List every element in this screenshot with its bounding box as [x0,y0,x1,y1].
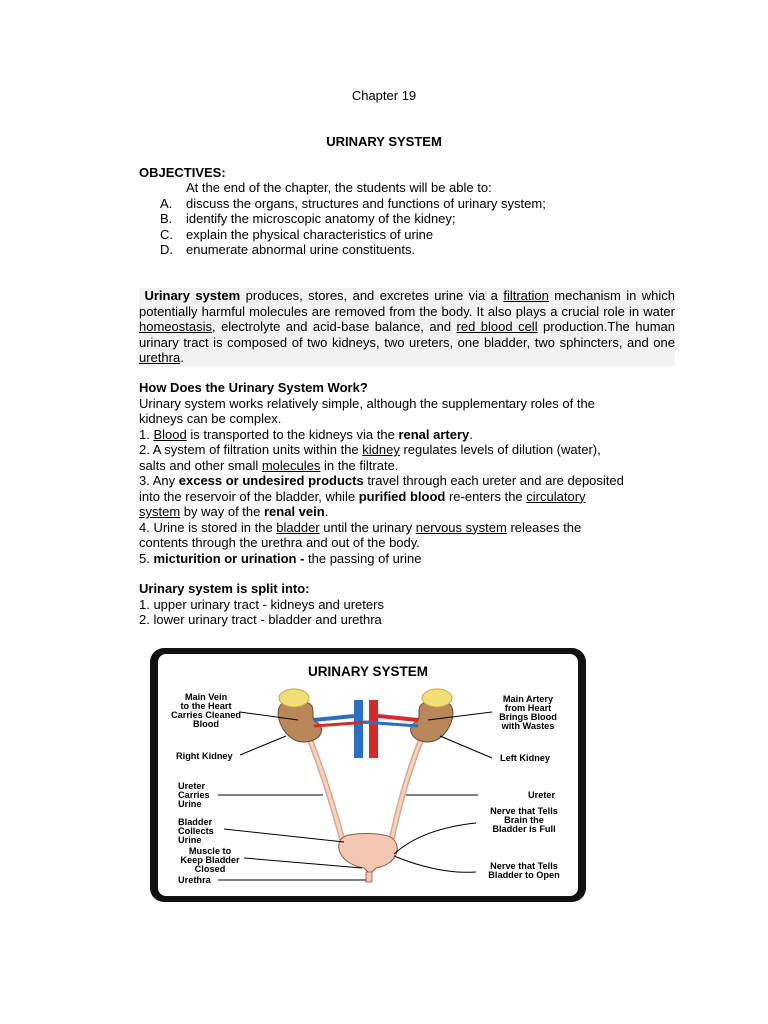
circulatory-link[interactable]: circulatory [526,488,586,504]
diagram-title: URINARY SYSTEM [307,664,429,679]
step-4: 4. Urine is stored in the bladder until the urinary nervous system releases the [139,519,582,535]
system-link[interactable]: system [139,504,181,519]
label-main-artery: Main Artery [502,694,554,704]
nervous-system-link[interactable]: nervous system [415,519,507,535]
urethra-link[interactable]: urethra [139,350,181,365]
label-muscle: Keep Bladder [180,855,240,865]
step-1: 1. Blood is transported to the kidneys via the renal artery. [139,426,473,442]
label-bladder: Urine [178,835,202,845]
label-left-kidney: Left Kidney [500,753,551,763]
how-line: Urinary system works relatively simple, although the supplementary roles of the [139,395,595,411]
label-nerve-full: Nerve that Tells [490,806,558,816]
split-item: 1. upper urinary tract - kidneys and ureters [139,596,384,612]
step-4-cont: contents through the urethra and out of the body. [139,535,420,550]
label-ureter-left: Urine [178,799,202,809]
vena-cava [354,700,363,758]
filtration-link[interactable]: filtration [503,288,549,303]
blood-link[interactable]: Blood [153,426,187,442]
bladder-link[interactable]: bladder [276,519,320,535]
step-3-cont: system by way of the renal vein. [139,504,329,519]
label-muscle: Muscle to [188,846,232,856]
label-main-vein: Carries Cleaned [171,710,241,720]
label-muscle: Closed [194,864,226,874]
label-ureter-left: Carries [178,790,210,800]
kidney-link[interactable]: kidney [362,442,400,457]
split-item: 2. lower urinary tract - bladder and urethra [139,612,382,627]
label-main-artery: from Heart [504,703,552,713]
left-adrenal-gland [422,689,452,707]
label-main-vein: Main Vein [184,692,228,702]
label-ureter-right: Ureter [528,790,556,800]
how-line: kidneys can be complex. [139,411,282,426]
label-ureter-left: Ureter [178,781,206,791]
label-main-artery: with Wastes [501,721,555,731]
objectives-heading: OBJECTIVES: [139,165,226,180]
aorta [369,700,378,758]
red-blood-cell-link[interactable]: red blood cell [456,319,538,334]
step-5: 5. micturition or urination - the passing of urine [139,550,422,566]
objectives-intro: At the end of the chapter, the students will be able to: [186,180,492,195]
intro-paragraph: Urinary system produces, stores, and excretes urine via a filtration mechanism in which potentially harmful molecules are removed from the body. It also plays a crucial role in water homeostasis, electrolyte and acid-base balance, and red blood cell production.The human urinary tract is composed of two kidneys, two ureters, one bladder, two sphincters, and one urethra. [139,288,675,365]
urinary-system-diagram [148,646,588,904]
step-2: 2. A system of filtration units within the kidney regulates levels of dilution (water), [139,442,601,457]
label-nerve-open: Nerve that Tells [490,861,558,871]
objective-item: B. identify the microscopic anatomy of the kidney; [160,211,456,226]
step-3-cont: into the reservoir of the bladder, while purified blood re-enters the circulatory [139,488,586,504]
label-urethra: Urethra [178,875,211,885]
how-heading: How Does the Urinary System Work? [139,380,368,395]
molecules-link[interactable]: molecules [261,457,321,473]
step-2-cont: salts and other small molecules in the filtrate. [139,457,399,473]
step-3: 3. Any excess or undesired products travel through each ureter and are deposited [139,473,624,488]
label-right-kidney: Right Kidney [176,751,233,761]
label-bladder: Collects [178,826,214,836]
urethra-tube [366,872,372,882]
chapter-number: Chapter 19 [351,88,417,103]
label-main-vein: to the Heart [180,701,232,711]
label-nerve-open: Bladder to Open [488,870,560,880]
right-adrenal-gland [279,689,309,707]
label-main-artery: Brings Blood [499,712,557,722]
label-nerve-full: Bladder is Full [492,824,556,834]
chapter-title: URINARY SYSTEM [326,134,442,149]
objective-item: D. enumerate abnormal urine constituents. [160,242,416,257]
homeostasis-link[interactable]: homeostasis [139,319,212,334]
objective-item: C. explain the physical characteristics of urine [160,226,434,242]
split-heading: Urinary system is split into: [139,581,310,596]
objective-item: A. discuss the organs, structures and functions of urinary system; [160,195,546,211]
label-nerve-full: Brain the [504,815,544,825]
label-main-vein: Blood [192,719,220,729]
label-bladder: Bladder [178,817,213,827]
